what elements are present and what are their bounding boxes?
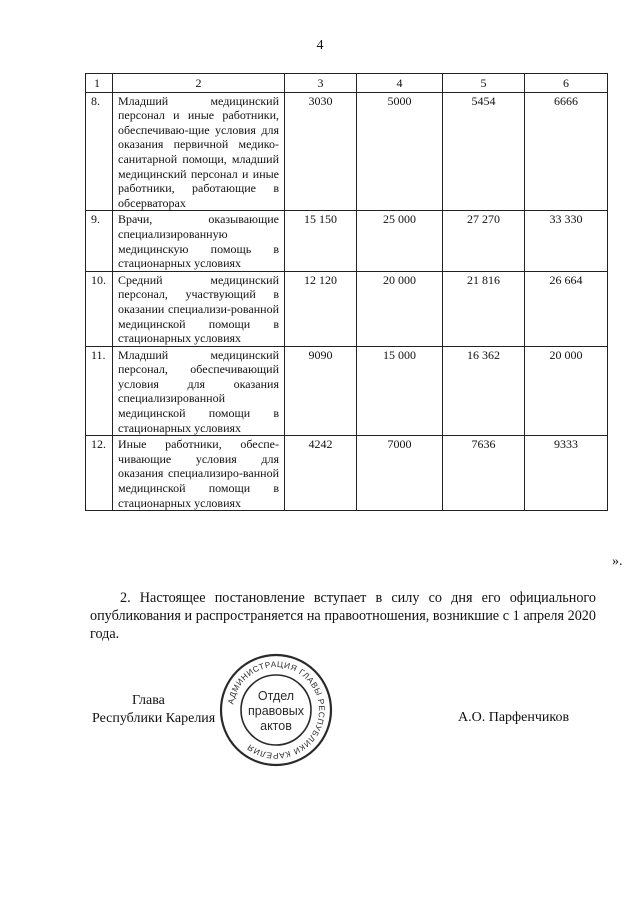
value-cell: 33 330 (525, 211, 608, 271)
value-cell: 6666 (525, 92, 608, 211)
page-number: 4 (316, 38, 324, 53)
value-cell: 4242 (285, 436, 357, 511)
signatory-title (92, 692, 232, 728)
value-cell: 7636 (443, 436, 525, 511)
value-cell: 5000 (357, 92, 443, 211)
column-header: 4 (357, 74, 443, 93)
closing-quote: ». (612, 554, 623, 569)
category-name: Младший медицинский персонал, обеспечивающий условия для оказания специализированной медицинской помощи в стационарных условиях (113, 346, 285, 436)
value-cell: 5454 (443, 92, 525, 211)
category-name: Средний медицинский персонал, участвующий в оказании специализи-рованной медицинской помощи в стационарных условиях (113, 271, 285, 346)
value-cell: 12 120 (285, 271, 357, 346)
signatory-title-line2: Республики Карелия (92, 711, 216, 726)
row-number: 11. (86, 346, 113, 436)
value-cell: 9333 (525, 436, 608, 511)
value-cell: 21 816 (443, 271, 525, 346)
table-row (86, 92, 608, 211)
stamp-ring-text: АДМИНИСТРАЦИЯ ГЛАВЫ РЕСПУБЛИКИ КАРЕЛИЯ (226, 659, 327, 761)
payments-table (85, 73, 608, 511)
table-header-row (86, 74, 608, 93)
value-cell: 25 000 (357, 211, 443, 271)
value-cell: 15 150 (285, 211, 357, 271)
table-row (86, 271, 608, 346)
column-header: 2 (113, 74, 285, 93)
value-cell: 20 000 (357, 271, 443, 346)
table-row (86, 436, 608, 511)
value-cell: 27 270 (443, 211, 525, 271)
signatory-title-line1: Глава (132, 693, 165, 708)
table-row (86, 211, 608, 271)
category-name: Младший медицинский персонал и иные работники, обеспечиваю-щие условия для оказания первичной медико-санитарной помощи, младший медицинский персонал и иные работники, работающие в обсерваторах (113, 92, 285, 211)
column-header: 5 (443, 74, 525, 93)
value-cell: 20 000 (525, 346, 608, 436)
value-cell: 7000 (357, 436, 443, 511)
value-cell: 16 362 (443, 346, 525, 436)
official-stamp (218, 652, 334, 768)
column-header: 3 (285, 74, 357, 93)
stamp-center-line2: правовых (248, 704, 304, 718)
column-header: 6 (525, 74, 608, 93)
row-number: 8. (86, 92, 113, 211)
table-row (86, 346, 608, 436)
column-header: 1 (86, 74, 113, 93)
category-name: Врачи, оказывающие специализированную медицинскую помощь в стационарных условиях (113, 211, 285, 271)
value-cell: 9090 (285, 346, 357, 436)
effective-date-paragraph: 2. Настоящее постановление вступает в силу со дня его официального опубликования и распространяется на правоотношения, возникшие с 1 апреля 2020 года. (90, 590, 596, 642)
row-number: 10. (86, 271, 113, 346)
row-number: 12. (86, 436, 113, 511)
category-name: Иные работники, обеспе-чивающие условия для оказания специализиро-ванной медицинской помощи в стационарных условиях (113, 436, 285, 511)
row-number: 9. (86, 211, 113, 271)
value-cell: 15 000 (357, 346, 443, 436)
stamp-center-line3: актов (260, 719, 292, 733)
value-cell: 3030 (285, 92, 357, 211)
signatory-name: А.О. Парфенчиков (458, 710, 570, 725)
stamp-center-line1: Отдел (257, 689, 295, 703)
value-cell: 26 664 (525, 271, 608, 346)
